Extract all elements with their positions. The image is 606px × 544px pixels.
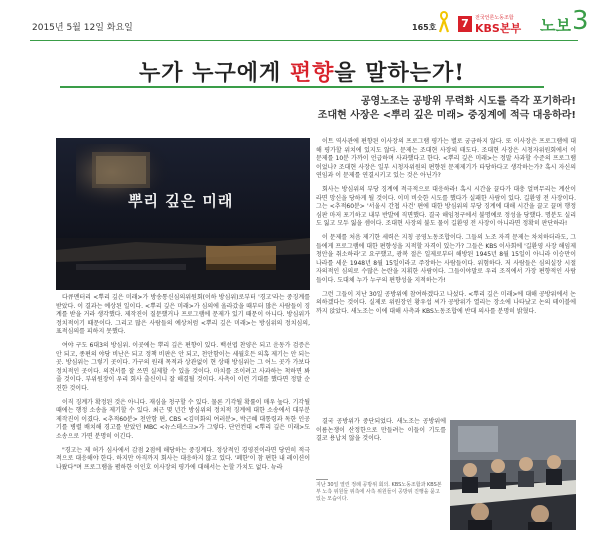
subheadline-line-2: 조대현 사장은 <뿌리 깊은 미래> 중징계에 적극 대응하라! (317, 110, 576, 121)
union-logo-mark: 7 (458, 16, 472, 32)
paragraph: 여야 구도 6대3의 방심위. 이곳에는 뿌리 깊은 편향이 있다. 백선엽 찬양은 되고 운동가 검증은 안 되고, 종편의 야당 비난은 되고 정책 비판은 안 되고, 천안함이는 세월호든 의혹 제기는 안 되는 곳. 방심위는 그렇기 곳이다. 가구의 원래 목적과 상관없이 현 상태 방심위는 그 어느 곳가 가보다 정치적인 곳이다. 의견서를 잘 쓰면 실제할 수 있을 것이다. 마치를 조이려고 사과하는 척하면 봐줄 것이다. 부위원장이 우리 회사 출신이니 잘 해결될 것이다. 사측이 이런 기대를 했다면 정말 순진한 것이다. (56, 341, 310, 392)
article-column-left (56, 294, 310, 477)
issue-date: 2015년 5월 12일 화요일 (32, 23, 133, 33)
paragraph: 이 문제를 처음 제기한 세력은 지칭 공영노동조합이다. 그들의 노조 자격 문제는 차치하더라도, 그들에게 프로그램에 대한 편향성을 지적할 자격이 있는가? 그들은 KBS 이사회에 '길환영 사장 해임제청안을 취소하라'고 요구했고, 광복 절은 일제로부터 해방된 1945년 8월 15일이 아니라 이승만이 나라를 세운 1948년 8월 15일이라고 주장하는 사람들이다. 위험하다. 저 사람들은 심의실장 시절 자의적인 심의로 수많은 논란을 지휘한 사람이다. 그들이야말로 우리 조직에서 가장 편향적인 사람들이다. 도대체 누가 누구의 편향성을 지적하는가! (316, 233, 576, 284)
paragraph: 이트 역사관에 편향된 이사장의 프로그램 평가는 별로 궁금하지 않다. 또 이사장은 프로그램에 대해 평가할 위치에 있지도 않다. 문제는 조대현 사장의 태도다. 조대현 사장은 시청자위원회에서 이 문제를 10분 가까이 언급하며 사과했다고 한다. <뿌리 깊은 미래>는 정말 사과할 수준의 프로그램이었나? 조대현 사장은 일부 시청자위원의 편향된 문제제기가 타당하다고 생각하는가? 혹시 자신의 연임과 이 문제를 연결시키고 있는 것은 아닌가? (316, 138, 576, 180)
paragraph: 다큐멘터리 <뿌리 깊은 미래>가 방송통신심의위원회(이하 방심위)로부터 '경고'라는 중징계를 받았다. 이 결과는 예상된 일이다. <뿌리 깊은 미래>가 심의에 올라갔을 때부터 많은 사람들이 징계를 받을 거라 생각했다. 제작진이 질문했거나 프로그램에 문제가 있기 때문이 아니다. 방심위가 정치적이기 때문이다. 그리고 많은 사람들의 예상처럼 <뿌리 깊은 미래>는 방심위의 정치심의, 표적심의를 피하지 못했다. (56, 294, 310, 336)
article-column-bottom (316, 418, 446, 449)
documentary-still-graphic (56, 138, 310, 290)
headline-highlight: 편향 (289, 60, 335, 86)
issue-number: 165호 (412, 23, 437, 32)
headline-part1: 누가 누구에게 (139, 60, 290, 86)
meeting-photo (450, 420, 576, 530)
article-column-right (316, 138, 576, 321)
paragraph: 이직 징계가 확정된 것은 아니다. 재심을 청구할 수 있다. 물론 기각될 확률이 매우 높다. 기각될 때에는 행정 소송을 제기할 수 있다. 최근 몇 년간 방심위의 정치적 징계에 대한 소송에서 대부분 제작진이 이겼다. <추적60분> 천안함 편, CBS <김미화의 여러분>, 박근혜 대통령과 독한 인공기를 병렬 배치해 경고를 받았던 MBC <뉴스데스크>가 그렇다. 단언컨대 <뿌리 깊은 미래>도 소송으로 가면 분명히 이긴다. (56, 398, 310, 440)
headline-box (60, 56, 544, 86)
page-number: 3 (572, 6, 589, 36)
union-logo-subtitle: 전국언론노동조합 (475, 15, 514, 21)
caption-divider (316, 479, 328, 480)
paragraph: 회사는 방심위의 부당 징계에 적극적으로 대응하라! 혹시 시간을 끌다가 대충 얼버무리는 계산이라면 망신을 당하게 될 것이다. 이미 비슷한 시도를 했다가 실패한 사람이 있다. 길환영 전 사장이다. 그는 <추적60분> '서울시 간첩 사건' 편에 대한 방심위의 부당 징계에 대해 시간을 끌고 끌며 행정심판 마저 포기하고 내부 반발에 직면했다. 결국 해임청구에서 불명예로 정성을 당했다. 명분도 실리도 잃고 모두 잃을 셈이다. 조대현 사장의 불도 물이 길환영 전 사장이 아니라면 정확히 판단하라! (316, 185, 576, 228)
paragraph: 결국 공방위가 중단되었다. 새노조는 공방위에 이름논쟁이 산정한으로 만들려는 이들이 기도를 결코 용납치 않을 것이다. (316, 418, 446, 443)
meeting-photo-graphic (450, 420, 576, 530)
headline (60, 56, 544, 87)
header-rule (30, 40, 578, 41)
paragraph: 그런 그들이 지난 30일 공방위에 참여하겠다고 나섰다. <뿌리 깊은 미래>에 대해 공방위에서 논의하겠다는 것이다. 실제로 위원장인 황우섭 씨가 공방위가 열리는 장소에 나타났고 논의 테이블에까지 앉았다. 새노조는 이에 대해 사측과 KBS노동조합에 반대 의사를 분명히 밝혔다. (316, 290, 576, 315)
photo-caption: 지난 30일 열린 정례 공방위 회의. KBS노동조합과 KBS본부 노측 위원들 위측에 사측 위원들이 공방위 진행을 묻고 있는 모습이다. (316, 482, 442, 502)
page-header (0, 0, 606, 40)
subheadline-line-1: 공영노조는 공방위 무력화 시도를 즉각 포기하라! (360, 96, 576, 107)
headline-underline (60, 86, 544, 88)
photo-overlay-title: 뿌리 깊은 미래 (128, 192, 234, 210)
documentary-still-image (56, 138, 310, 290)
headline-part2: 을 말하는가! (334, 60, 465, 86)
paragraph: "경고는 제 허가 심사에서 감점 2점에 해당하는 중징계다. 정상적인 경영진이라면 당연히 적극적으로 대응해야 한다. 하지만 아직까지 회사는 대응하지 않고 있다. '폐한'이 참 편한 내 레이션이 나왔다"며 프로그램을 폄하한 이인호 이사장의 평가에 대해서는 논할 가치도 없다. 뉴라 (56, 446, 310, 471)
union-logo (458, 14, 536, 36)
subheadline (296, 95, 576, 123)
union-logo-title: KBS본부 (475, 22, 522, 35)
yellow-ribbon-icon (438, 10, 450, 34)
section-title: 노보 (540, 16, 571, 35)
